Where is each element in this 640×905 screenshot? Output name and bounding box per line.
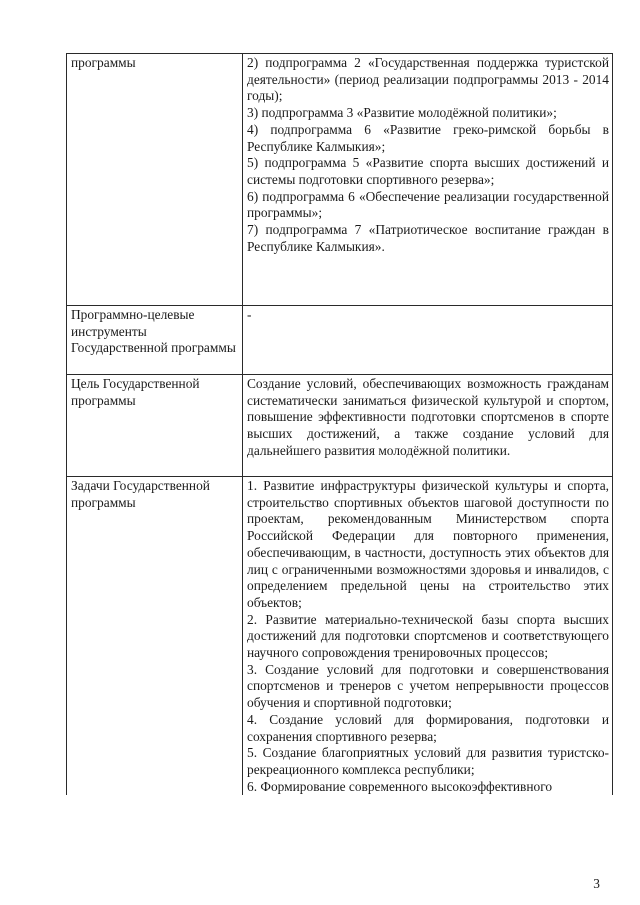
subprogram-item: 7) подпрограмма 7 «Патриотическое воспитание граждан в Республике Калмыкия». [247, 222, 609, 254]
task-item: 2. Развитие материально-технической базы спорта высших достижений для подготовки спортсменов и соответствующего научного сопровождения тренировочных процессов; [247, 611, 609, 661]
table-row [67, 54, 613, 306]
table-row [67, 375, 613, 477]
row-content [243, 375, 613, 477]
subprogram-item: 5) подпрограмма 5 «Развитие спорта высших достижений и системы подготовки спортивного резерва»; [247, 155, 609, 187]
row-label: Программно-целевые инструменты Государственной программы [67, 306, 243, 375]
row-content [243, 54, 613, 306]
row-label: Цель Государственной программы [67, 375, 243, 477]
table-row [67, 306, 613, 375]
program-passport-table [66, 53, 613, 795]
task-item: 3. Создание условий для подготовки и совершенствования спортсменов и тренеров с учетом непрерывности процессов обучения и спортивной подготовки; [247, 661, 609, 711]
page-number: 3 [593, 876, 600, 891]
subprogram-item: 6) подпрограмма 6 «Обеспечение реализации государственной программы»; [247, 188, 609, 221]
instruments-value: - [247, 307, 252, 322]
subprogram-item: 2) подпрограмма 2 «Государственная поддержка туристской деятельности» (период реализации подпрограммы 2013 - 2014 годы); [247, 55, 609, 104]
subprogram-item: 3) подпрограмма 3 «Развитие молодёжной политики»; [247, 105, 557, 121]
row-label: Задачи Государственной программы [67, 477, 243, 796]
row-label: программы [67, 54, 243, 306]
task-item: 6. Формирование современного высокоэффективного [247, 778, 553, 794]
goal-text: Создание условий, обеспечивающих возможность гражданам систематически заниматься физической культурой и спортом, повышение эффективности подготовки спортсменов в спорте высших достижений, а также создание условий для дальнейшего развития молодёжной политики. [247, 376, 609, 458]
task-item: 1. Развитие инфраструктуры физической культуры и спорта, строительство спортивных объектов шаговой доступности по проектам, рекомендованным Министерством спорта Российской Федерации для повторного применения, обеспечивающим, в частности, доступность этих объектов для лиц с ограниченными возможностями здоровья и инвалидов, с определением предельной цены на строительство этих объектов; [247, 478, 609, 610]
row-content [243, 477, 613, 796]
table-row [67, 477, 613, 796]
subprogram-item: 4) подпрограмма 6 «Развитие греко-римской борьбы в Республике Калмыкия»; [247, 121, 609, 154]
task-item: 4. Создание условий для формирования, подготовки и сохранения спортивного резерва; [247, 711, 609, 744]
task-item: 5. Создание благоприятных условий для развития туристско-рекреационного комплекса республики; [247, 745, 609, 777]
row-content [243, 306, 613, 375]
